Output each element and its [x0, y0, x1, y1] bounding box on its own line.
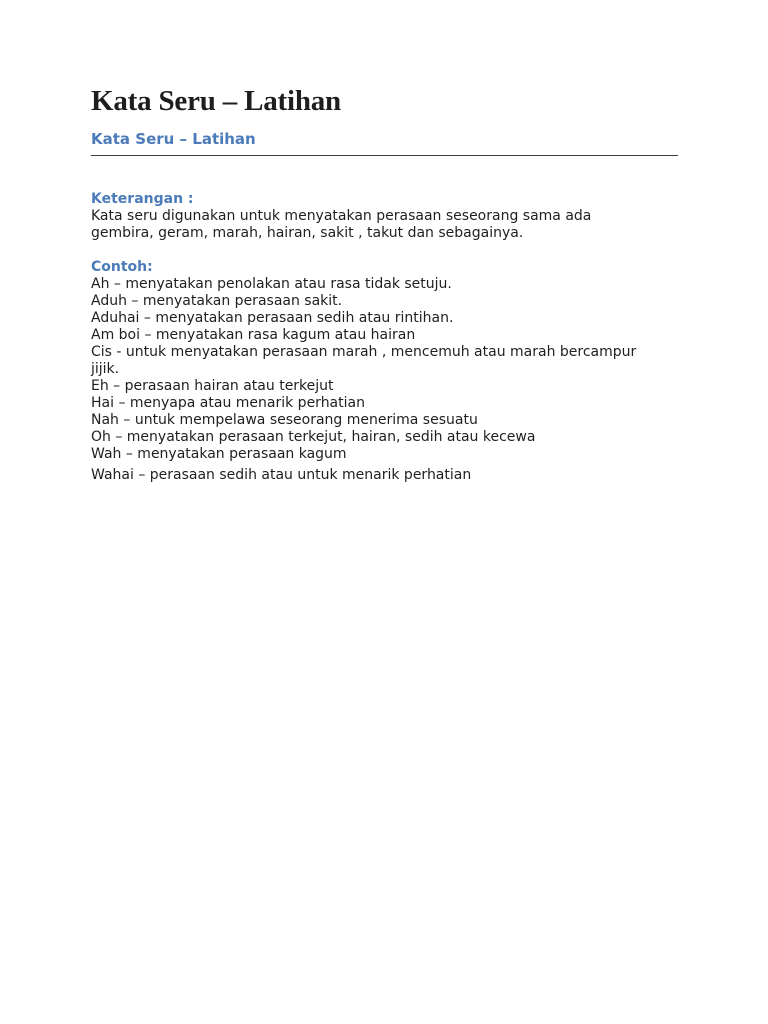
contoh-item: Aduh – menyatakan perasaan sakit.: [91, 293, 343, 309]
contoh-heading: Contoh:: [91, 259, 153, 275]
contoh-item: Wahai – perasaan sedih atau untuk menarik perhatian: [91, 467, 472, 483]
contoh-item: Oh – menyatakan perasaan terkejut, hairan, sedih atau kecewa: [91, 429, 536, 445]
contoh-item: Am boi – menyatakan rasa kagum atau hairan: [91, 327, 416, 343]
contoh-list: [91, 276, 651, 484]
contoh-item: Nah – untuk mempelawa seseorang menerima sesuatu: [91, 412, 478, 428]
document-page: [91, 84, 678, 484]
contoh-item: Ah – menyatakan penolakan atau rasa tidak setuju.: [91, 276, 452, 292]
keterangan-text: Kata seru digunakan untuk menyatakan perasaan seseorang sama ada gembira, geram, marah, hairan, sakit , takut dan sebagainya.: [91, 208, 592, 241]
contoh-item: Eh – perasaan hairan atau terkejut: [91, 378, 334, 394]
title-divider: [91, 155, 678, 156]
contoh-item: Hai – menyapa atau menarik perhatian: [91, 395, 365, 411]
contoh-item: Wah – menyatakan perasaan kagum: [91, 446, 347, 462]
contoh-item: Cis - untuk menyatakan perasaan marah , mencemuh atau marah bercampur jijik.: [91, 344, 637, 377]
contoh-item: Aduhai – menyatakan perasaan sedih atau rintihan.: [91, 310, 454, 326]
document-title: Kata Seru – Latihan: [91, 85, 341, 117]
document-subtitle: Kata Seru – Latihan: [91, 130, 256, 148]
keterangan-heading: Keterangan :: [91, 191, 194, 207]
